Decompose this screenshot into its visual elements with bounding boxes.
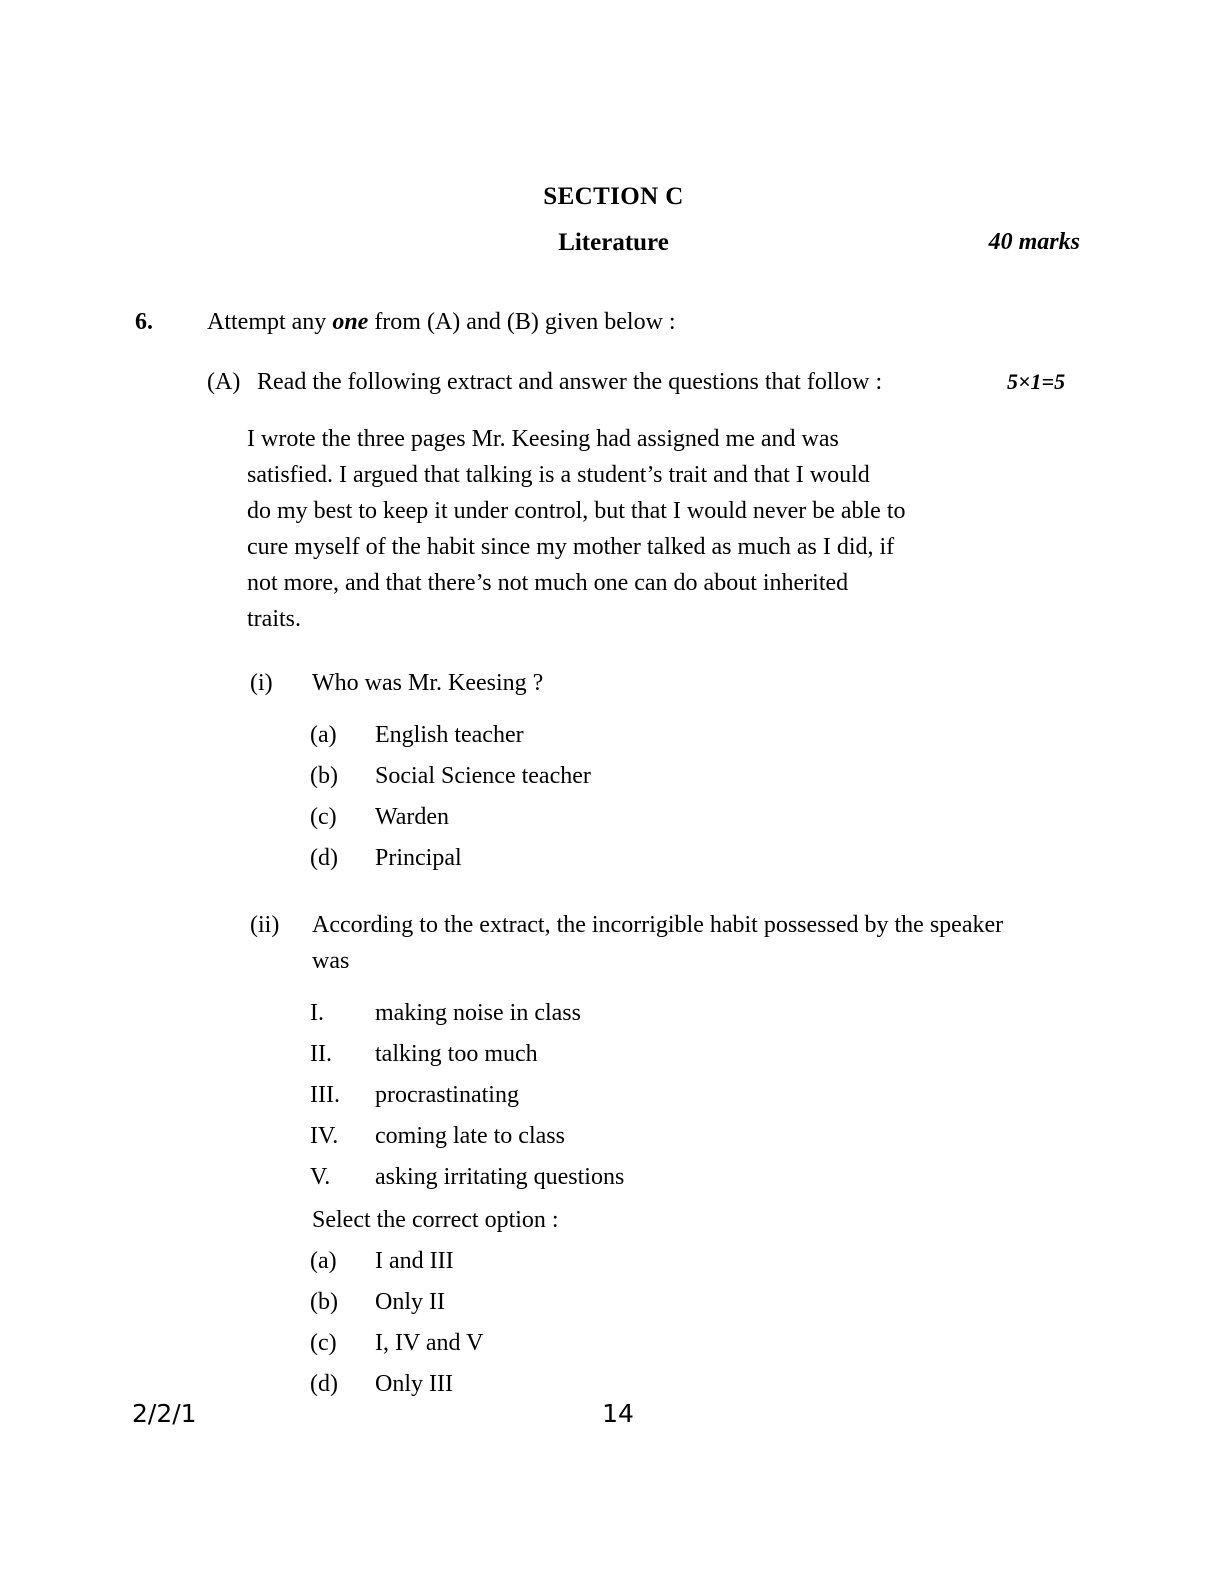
sub-question-ii-label: (ii) [250,912,280,938]
select-option-note: Select the correct option : [312,1207,559,1233]
extract-line-5: not more, and that there’s not much one can do about inherited [247,570,849,596]
option-tag: (a) [310,722,337,748]
extract-line-6: traits. [247,606,301,632]
statement-label: asking irritating questions [375,1164,625,1190]
section-marks: 40 marks [988,229,1080,255]
option-tag: (b) [310,763,338,789]
options-list-i [0,715,1224,879]
statement-item[interactable] [0,993,1224,1034]
statement-tag: I. [310,1000,324,1026]
statement-item[interactable] [0,1034,1224,1075]
statement-label: making noise in class [375,1000,581,1026]
option-tag: (c) [310,1330,337,1356]
option-label: Social Science teacher [375,763,591,789]
question-6-block [0,305,1224,1405]
option-tag: (b) [310,1289,338,1315]
sub-question-i-text: Who was Mr. Keesing ? [312,670,544,696]
option-label: Only II [375,1289,445,1315]
page-number: 14 [602,1399,634,1428]
instruction-text-before: Attempt any [207,309,333,335]
extract-line-3: do my best to keep it under control, but that I would never be able to [247,498,906,524]
statement-item[interactable] [0,1075,1224,1116]
statement-tag: IV. [310,1123,339,1149]
option-item[interactable] [0,838,1224,879]
option-item[interactable] [0,756,1224,797]
question-instruction-row [0,305,1224,339]
option-label: English teacher [375,722,524,748]
options-list-ii [0,1241,1224,1405]
part-label-a: (A) [207,369,241,395]
part-a-marks: 5×1=5 [1007,369,1066,394]
spacer [0,979,1224,993]
option-item[interactable] [0,1323,1224,1364]
page-footer [0,1399,1224,1439]
extract-line-1: I wrote the three pages Mr. Keesing had assigned me and was [247,426,839,452]
option-label: I, IV and V [375,1330,484,1356]
option-label: Only III [375,1371,453,1397]
instruction-text-after: from (A) and (B) given below : [368,309,676,335]
spacer [0,701,1224,715]
statement-label: talking too much [375,1041,538,1067]
option-item[interactable] [0,1282,1224,1323]
option-item[interactable] [0,797,1224,838]
sub-question-ii [0,907,1224,979]
statement-label: procrastinating [375,1082,519,1108]
extract-passage [0,421,1224,637]
sub-question-i [0,665,1224,701]
option-label: I and III [375,1248,454,1274]
statements-list-ii [0,993,1224,1198]
subject-row [135,229,1080,261]
subject-name: Literature [558,229,669,256]
option-tag: (d) [310,845,338,871]
question-part-a [0,365,1224,399]
option-label: Warden [375,804,450,830]
section-title: SECTION C [543,183,684,210]
instruction-emphasis: one [332,309,369,335]
section-header [135,183,1080,261]
statement-item[interactable] [0,1116,1224,1157]
option-item[interactable] [0,715,1224,756]
part-a-text: Read the following extract and answer the questions that follow : [257,369,883,395]
statement-tag: V. [310,1164,331,1190]
option-tag: (d) [310,1371,338,1397]
statement-label: coming late to class [375,1123,565,1149]
sub-question-ii-text: According to the extract, the incorrigible habit possessed by the speaker was [312,912,1004,974]
sub-question-i-label: (i) [250,670,273,696]
paper-code: 2/2/1 [132,1399,197,1428]
option-item[interactable] [0,1241,1224,1282]
statement-tag: III. [310,1082,340,1108]
option-label: Principal [375,845,462,871]
option-tag: (a) [310,1248,337,1274]
question-number: 6. [135,309,153,335]
extract-line-4: cure myself of the habit since my mother talked as much as I did, if [247,534,895,560]
statement-tag: II. [310,1041,332,1067]
extract-line-2: satisfied. I argued that talking is a student’s trait and that I would [247,462,870,488]
option-tag: (c) [310,804,337,830]
statement-item[interactable] [0,1157,1224,1198]
